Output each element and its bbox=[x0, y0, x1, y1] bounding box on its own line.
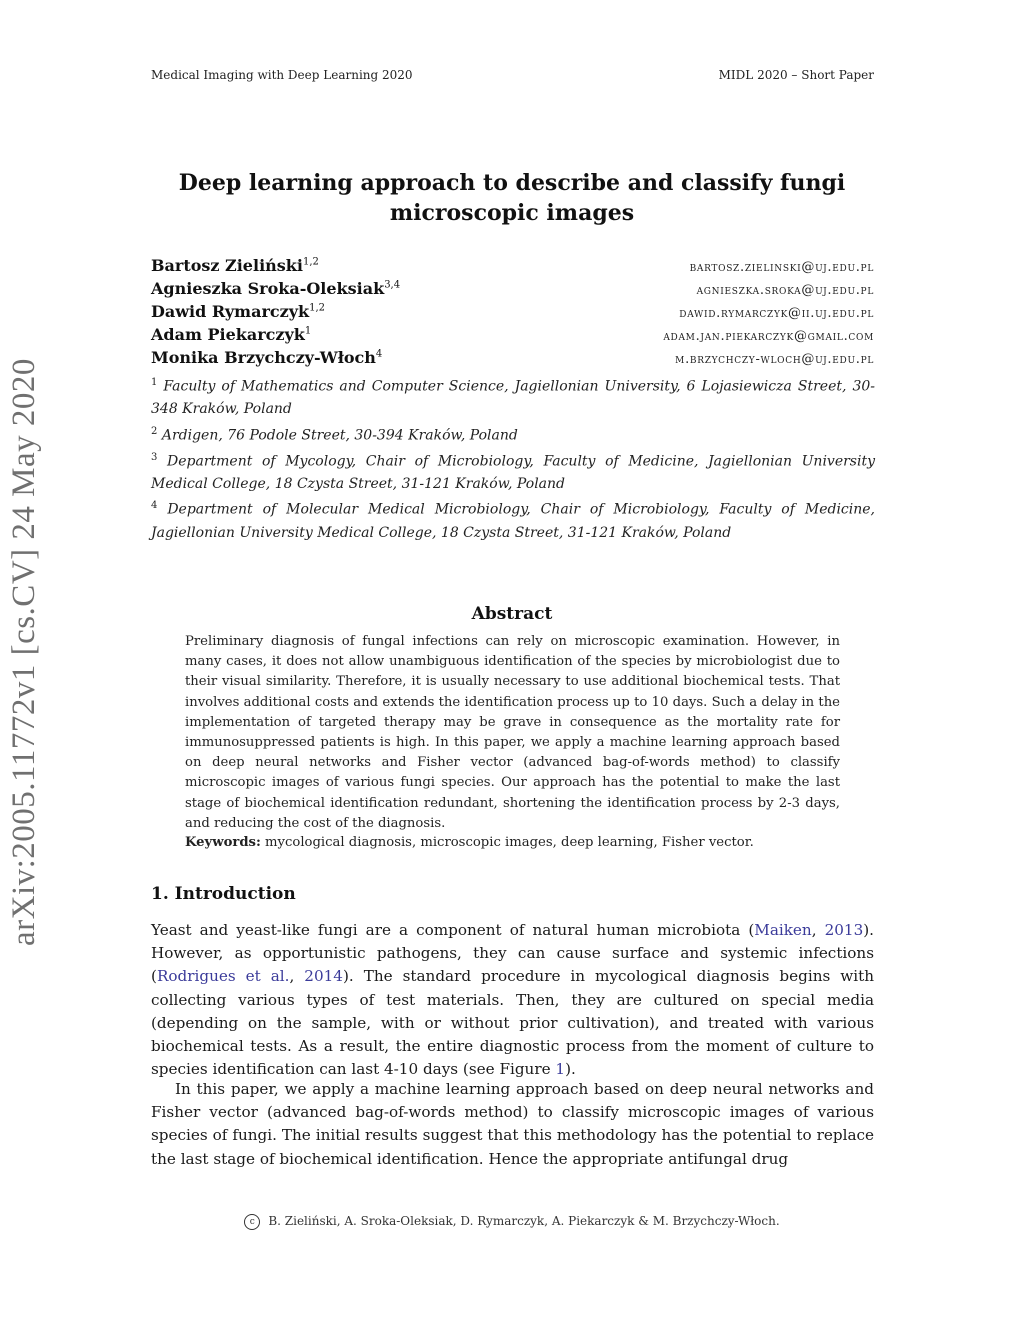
author-email-link[interactable]: bartosz.zielinski@uj.edu.pl bbox=[689, 260, 874, 275]
paper-title bbox=[150, 168, 874, 228]
author-row bbox=[151, 279, 874, 302]
author-name: Dawid Rymarczyk$^{1,2}$ bbox=[151, 302, 326, 321]
arxiv-identifier[interactable]: arXiv:2005.11772v1 [cs.CV] 24 May 2020 bbox=[6, 358, 42, 946]
keywords bbox=[185, 835, 840, 850]
figure-reference-link[interactable]: 1 bbox=[555, 1060, 566, 1079]
author-email-link[interactable]: dawid.rymarczyk@ii.uj.edu.pl bbox=[679, 306, 874, 321]
citation-link[interactable]: Rodrigues et al. bbox=[156, 967, 290, 986]
author-row bbox=[151, 325, 874, 348]
title-line-2: microscopic images bbox=[389, 200, 635, 226]
affiliation-item: $^4$ Department of Molecular Medical Microbiology, Chair of Microbiology, Faculty of Medicine, Jagiellonian University Medical College, 18 Czysta Street, 31-121 Kraków, Poland bbox=[151, 500, 875, 541]
author-row bbox=[151, 302, 874, 325]
affiliation-item: $^1$ Faculty of Mathematics and Computer Science, Jagiellonian University, 6 Lojasiewicza Street, 30-348 Kraków, Poland bbox=[151, 377, 875, 418]
author-name: Monika Brzychczy-Włoch$^4$ bbox=[151, 348, 383, 367]
title-line-1: Deep learning approach to describe and classify fungi bbox=[178, 170, 846, 196]
author-email-link[interactable]: m.brzychczy-wloch@uj.edu.pl bbox=[675, 352, 874, 367]
author-name: Bartosz Zieliński$^{1,2}$ bbox=[151, 256, 319, 275]
author-name: Agnieszka Sroka-Oleksiak$^{3,4}$ bbox=[151, 279, 401, 298]
author-email-link[interactable]: adam.jan.piekarczyk@gmail.com bbox=[663, 329, 874, 344]
affiliation-item: $^3$ Department of Mycology, Chair of Microbiology, Faculty of Medicine, Jagiellonian University Medical College, 18 Czysta Street, 31-121 Kraków, Poland bbox=[151, 451, 875, 492]
running-header-right: MIDL 2020 – Short Paper bbox=[718, 68, 874, 82]
author-email-link[interactable]: agnieszka.sroka@uj.edu.pl bbox=[696, 283, 874, 298]
citation-year-link[interactable]: 2014 bbox=[304, 967, 343, 986]
author-row bbox=[151, 256, 874, 279]
running-header-left: Medical Imaging with Deep Learning 2020 bbox=[151, 68, 413, 82]
copyright-icon: c bbox=[244, 1214, 260, 1230]
citation-year-link[interactable]: 2013 bbox=[824, 921, 864, 939]
citation-link[interactable]: Maiken bbox=[754, 921, 812, 939]
abstract-heading: Abstract bbox=[471, 604, 553, 624]
copyright-text: B. Zieliński, A. Sroka-Oleksiak, D. Rymarczyk, A. Piekarczyk & M. Brzychczy-Włoch. bbox=[268, 1214, 780, 1228]
author-name: Adam Piekarczyk$^1$ bbox=[151, 325, 312, 344]
intro-paragraph-1: Yeast and yeast-like fungi are a component of natural human microbiota (Maiken, 2013). However, as opportunistic pathogens, they can cause surface and systemic infections (Rodrigues et al., 2014). The standard procedure in mycological diagnosis begins with collecting various types of test materials. Then, they are cultured on special media (depending on the sample, with or without prior cultivation), and treated with various biochemical tests. As a result, the entire diagnostic process from the moment of culture to species identification can last 4-10 days (see Figure 1). bbox=[151, 921, 874, 1079]
copyright-footer bbox=[150, 1214, 874, 1230]
keywords-list: mycological diagnosis, microscopic images, deep learning, Fisher vector. bbox=[265, 835, 754, 850]
section-heading-introduction: 1. Introduction bbox=[151, 884, 296, 904]
intro-paragraph-2: In this paper, we apply a machine learning approach based on deep neural networks and Fisher vector (advanced bag-of-words method) to classify microscopic images of various species of fungi. The initial results suggest that this methodology has the potential to replace the last stage of biochemical identification. Hence the appropriate antifungal drug bbox=[151, 1080, 874, 1168]
affiliations bbox=[151, 372, 875, 544]
author-row bbox=[151, 348, 874, 371]
abstract-text: Preliminary diagnosis of fungal infections can rely on microscopic examination. However, in many cases, it does not allow unambiguous identification of the species by microbiologist due to their visual similarity. Therefore, it is usually necessary to use additional biochemical tests. That involves additional costs and extends the identification process up to 10 days. Such a delay in the implementation of targeted therapy may be grave in consequence as the mortality rate for immunosuppressed patients is high. In this paper, we apply a machine learning approach based on deep neural networks and Fisher vector (advanced bag-of-words method) to classify microscopic images of various fungi species. Our approach has the potential to make the last stage of biochemical identification redundant, shortening the identification process by 2-3 days, and reducing the cost of the diagnosis. bbox=[185, 634, 840, 831]
keywords-label: Keywords: bbox=[185, 835, 261, 850]
affiliation-item: $^2$ Ardigen, 76 Podole Street, 30-394 Kraków, Poland bbox=[151, 425, 518, 444]
